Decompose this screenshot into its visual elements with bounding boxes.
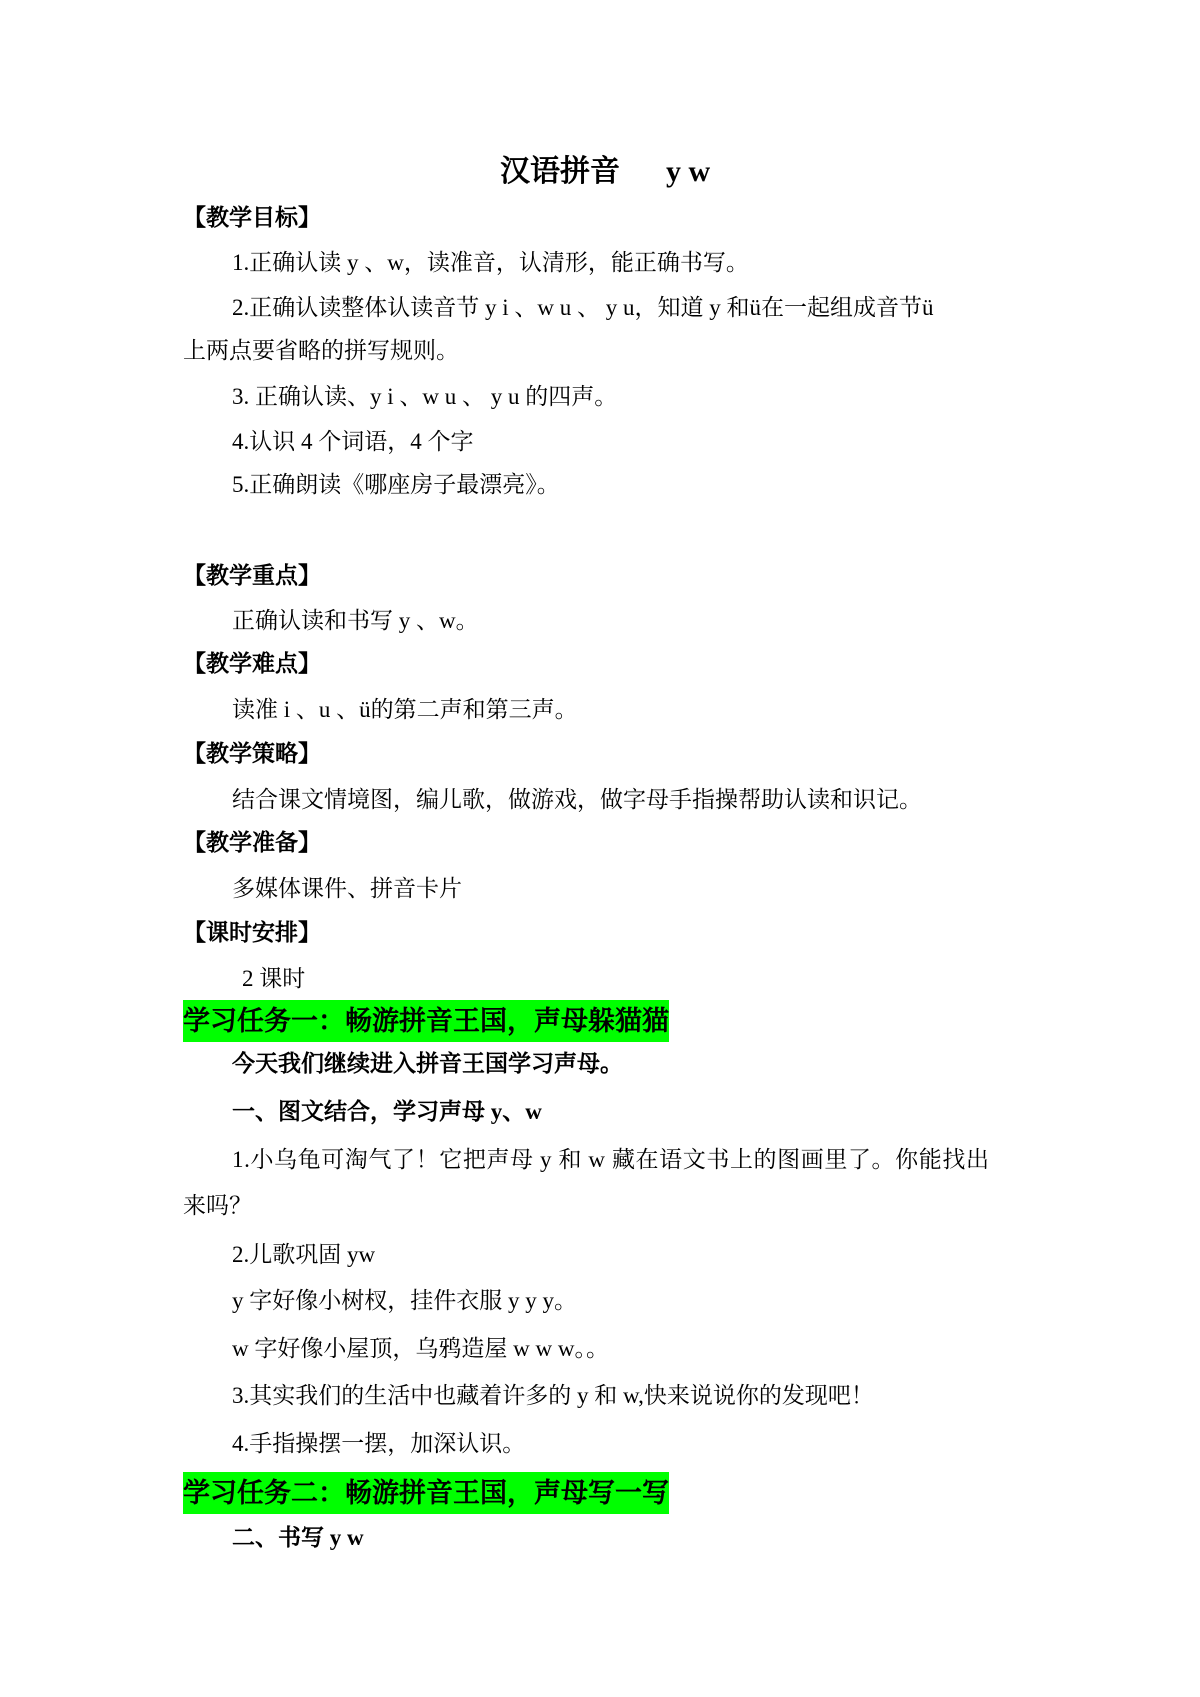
task1-heading-highlight: 学习任务一：畅游拼音王国，声母躲猫猫 <box>183 1000 669 1042</box>
strategies-heading: 【教学策略】 <box>183 741 321 766</box>
key-points-text: 正确认读和书写 y 、w。 <box>232 608 479 633</box>
task1-line: 3.其实我们的生活中也藏着许多的 y 和 w,快来说说你的发现吧！ <box>232 1383 874 1408</box>
difficulties-heading: 【教学难点】 <box>183 651 321 676</box>
task2-subheading: 二、书写 y w <box>232 1525 364 1550</box>
task1-line: 4.手指操摆一摆，加深认识。 <box>232 1431 526 1456</box>
key-points-heading: 【教学重点】 <box>183 563 321 588</box>
objective-line: 5.正确朗读《哪座房子最漂亮》。 <box>232 472 560 497</box>
schedule-heading: 【课时安排】 <box>183 920 321 945</box>
task2-heading-highlight: 学习任务二：畅游拼音王国，声母写一写 <box>183 1472 669 1514</box>
objective-line: 3. 正确认读、y i 、w u 、 y u 的四声。 <box>232 384 618 409</box>
preparation-text: 多媒体课件、拼音卡片 <box>232 876 462 901</box>
task1-line: 1.小乌龟可淘气了！它把声母 y 和 w 藏在语文书上的图画里了。你能找出 <box>232 1147 990 1172</box>
task1-line: y 字好像小树杈，挂件衣服 y y y。 <box>232 1288 577 1313</box>
task1-line: 2.儿歌巩固 yw <box>232 1242 376 1267</box>
task1-subheading: 一、图文结合，学习声母 y、w <box>232 1099 542 1124</box>
objective-line: 上两点要省略的拼写规则。 <box>183 338 459 363</box>
objectives-heading: 【教学目标】 <box>183 205 321 230</box>
title-letters: y w <box>666 155 711 188</box>
title-main: 汉语拼音 <box>500 155 620 188</box>
schedule-text: 2 课时 <box>242 966 306 991</box>
preparation-heading: 【教学准备】 <box>183 830 321 855</box>
task1-intro: 今天我们继续进入拼音王国学习声母。 <box>232 1051 623 1076</box>
strategies-text: 结合课文情境图，编儿歌，做游戏，做字母手指操帮助认读和识记。 <box>232 787 922 812</box>
objective-line: 4.认识 4 个词语，4 个字 <box>232 429 474 454</box>
task1-line: w 字好像小屋顶，乌鸦造屋 w w w。。 <box>232 1336 609 1361</box>
document-title <box>500 152 710 192</box>
objective-line: 1.正确认读 y 、w，读准音，认清形，能正确书写。 <box>232 250 749 275</box>
task1-line: 来吗？ <box>183 1193 252 1218</box>
objective-line: 2.正确认读整体认读音节 y i 、w u 、 y u，知道 y 和ü在一起组成音节ü <box>232 295 934 320</box>
difficulties-text: 读准 i 、u 、ü的第二声和第三声。 <box>232 697 578 722</box>
